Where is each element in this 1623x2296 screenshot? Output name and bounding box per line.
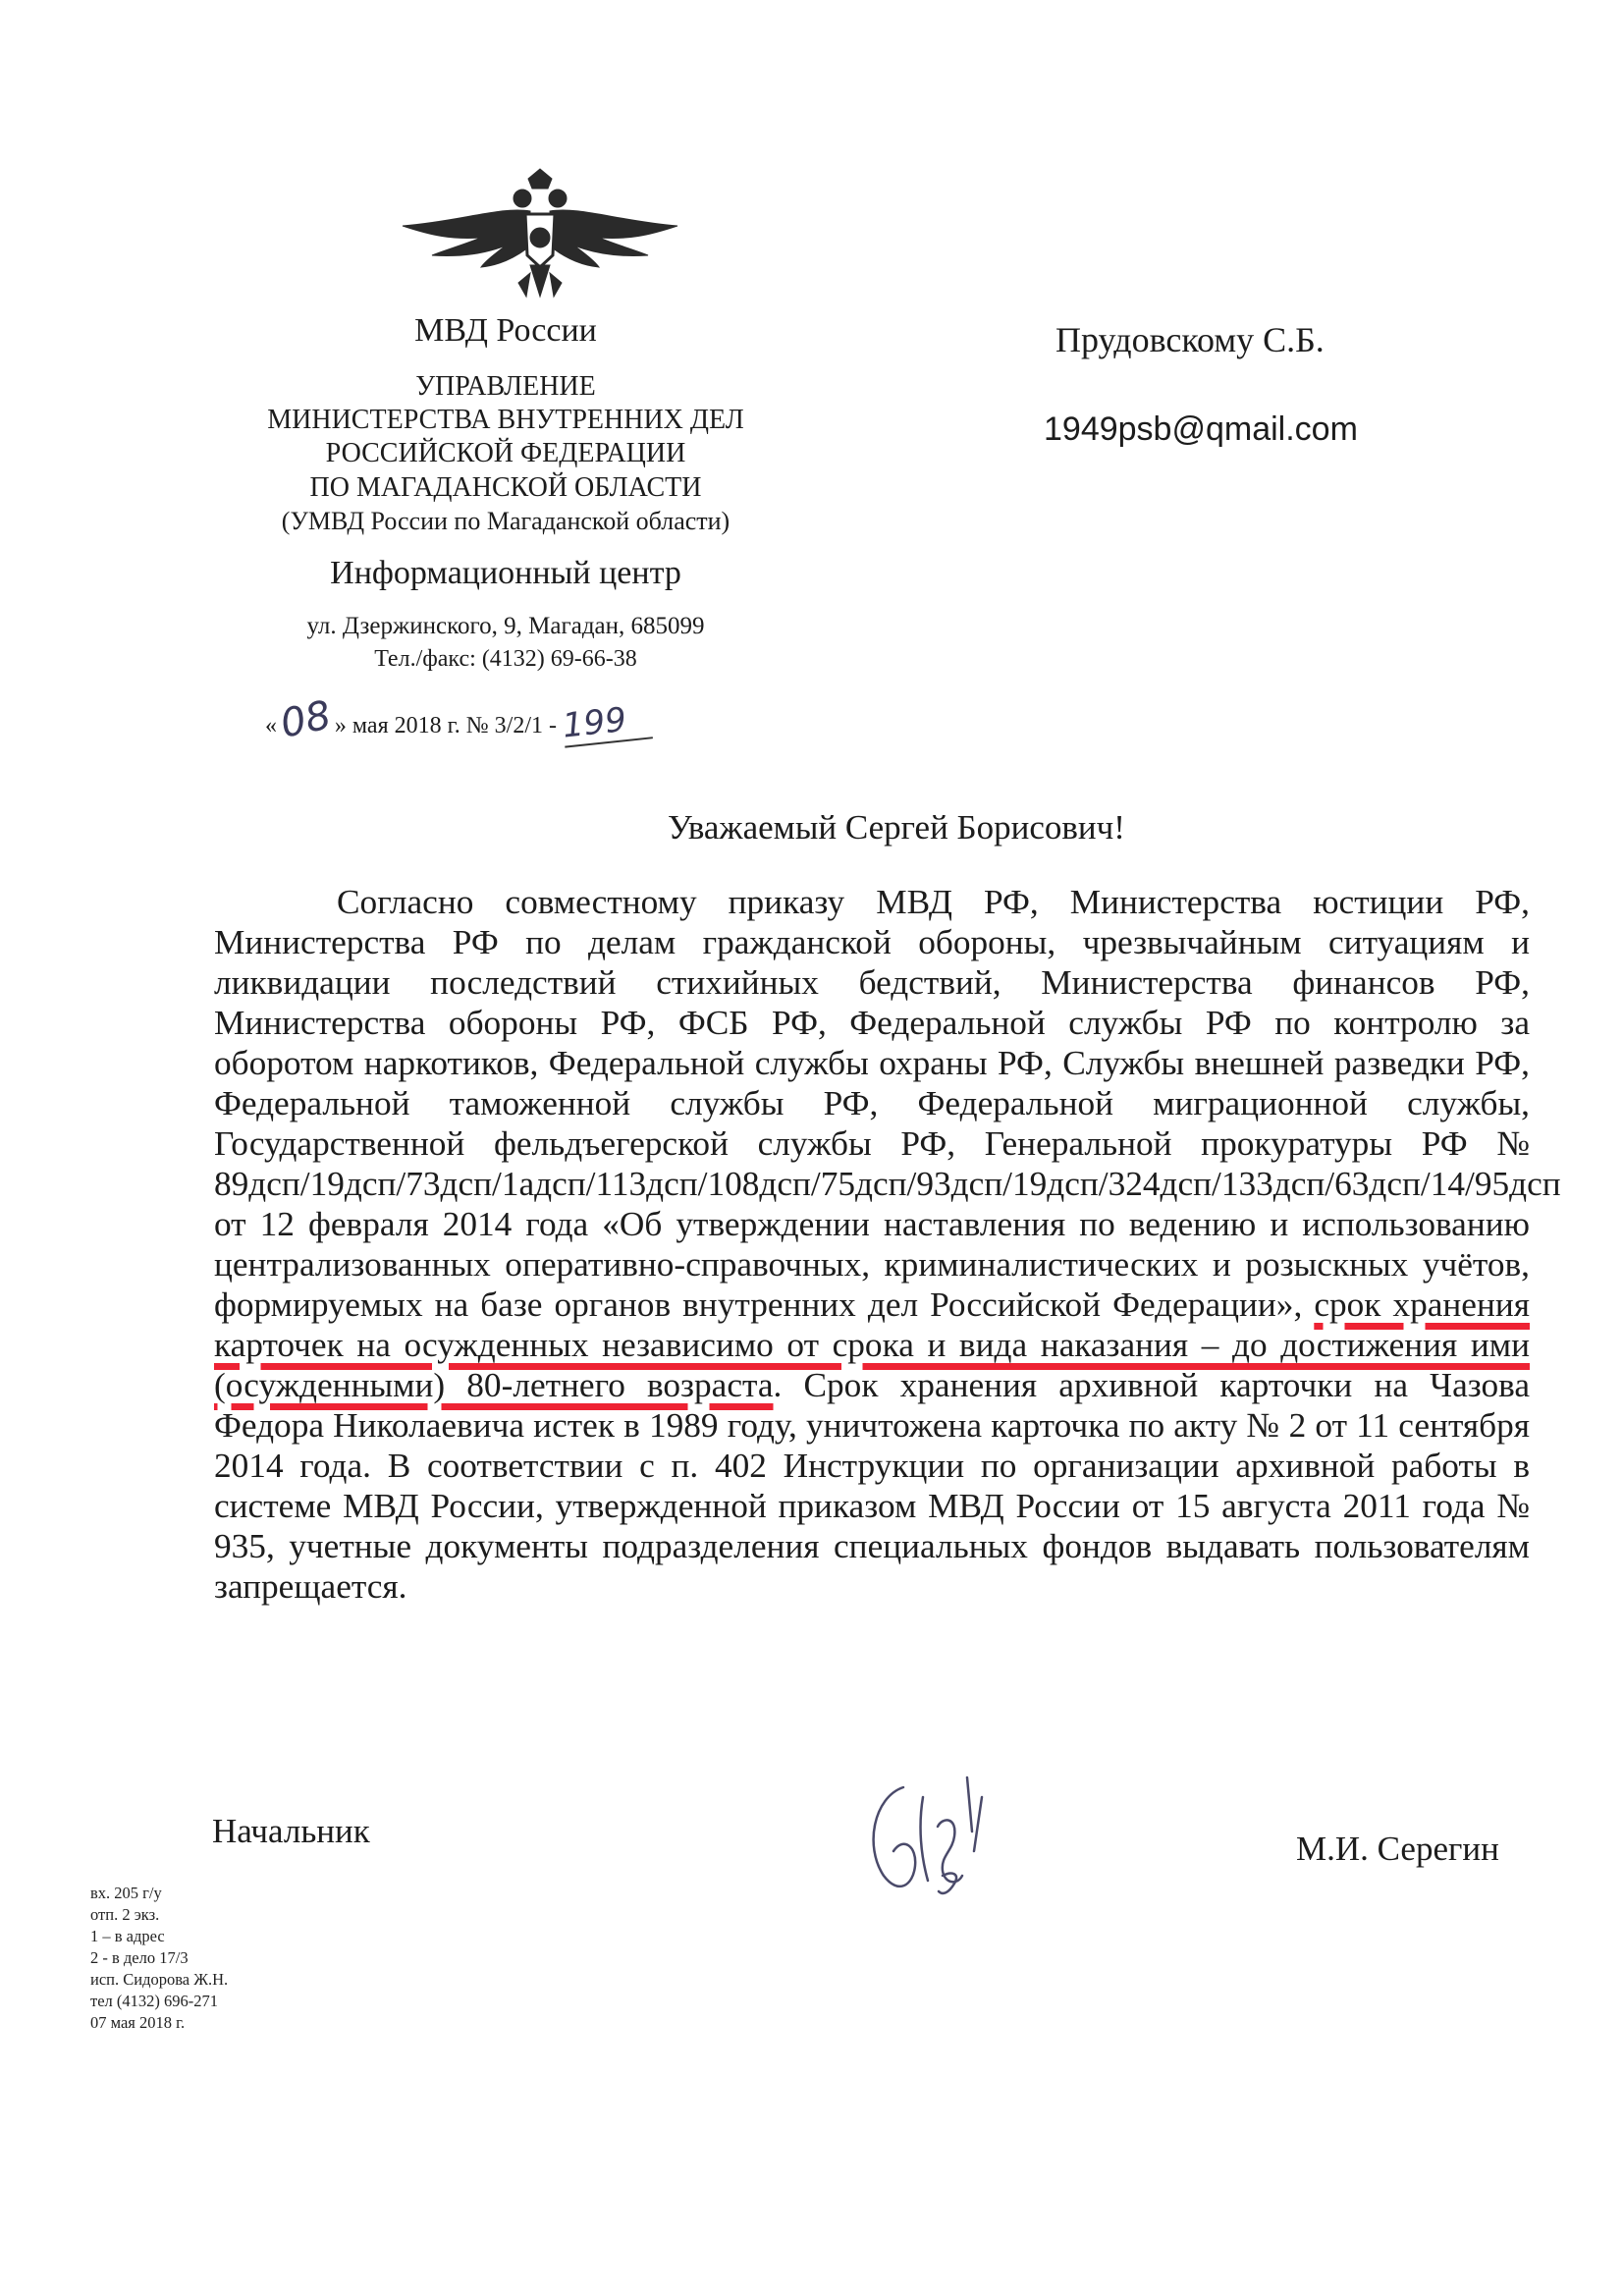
org-line-2: МИНИСТЕРСТВА ВНУТРЕННИХ ДЕЛ [267,405,744,435]
body-part-2: . Срок хранения архивной карточки на Чазова Федора Николаевича истек в 1989 году, уничтожена карточка по акту № 2 от 11 сентября 2014 года. В соответствии с п. 402 Инструкции по организации архивной работы в системе МВД России, утвержденной приказом МВД России от 15 августа 2011 года № 935, учетные документы подразделения специальных фондов выдавать пользователям запрещается. [214,1366,1530,1606]
doc-number-prefix: № 3/2/1 - [465,713,557,738]
executor-note-line: 07 мая 2018 г. [90,2013,186,2032]
date-day-handwritten: 08 [276,692,336,747]
date-close-quote: » [334,713,347,738]
letter-body [214,882,1561,1607]
org-line-1: УПРАВЛЕНИЕ [415,371,596,402]
department-name: Информационный центр [330,555,681,591]
sender-address: ул. Дзержинского, 9, Магадан, 685099 [306,613,705,639]
recipient-email: 1949psb@qmail.com [1044,410,1358,448]
ministry-title: МВД России [414,312,597,349]
org-line-5: (УМВД России по Магаданской области) [281,507,730,535]
executor-note-line: отп. 2 экз. [90,1905,160,1924]
executor-notes [90,1883,228,2034]
executor-note-line: 2 - в дело 17/3 [90,1948,189,1967]
body-part-1: Согласно совместному приказу МВД РФ, Министерства юстиции РФ, Министерства РФ по делам гражданской обороны, чрезвычайным ситуациям и ликвидации последствий стихийных бедствий, Министерства финансов РФ, Министерства обороны РФ, ФСБ РФ, Федеральной службы РФ по контролю за оборотом наркотиков, Федеральной службы охраны РФ, Службы внешней разведки РФ, Федеральной таможенной службы РФ, Федеральной миграционной службы, Государственной фельдъегерской службы РФ, Генеральной прокуратуры РФ № 89дсп/19дсп/73дсп/1адсп/113дсп/108дсп/75дсп/93дсп/19дсп/324дсп/133дсп/63дсп/14/95дсп от 12 февраля 2014 года «Об утверждении наставления по ведению и использованию централизованных оперативно-справочных, криминалистических и розыскных учётов, формируемых на базе органов внутренних дел Российской Федерации», [214,883,1561,1324]
date-month-year: мая 2018 г. [352,713,460,738]
mvd-eagle-emblem-icon [393,167,687,314]
executor-note-line: исп. Сидорова Ж.Н. [90,1970,229,1989]
org-line-3: РОССИЙСКОЙ ФЕДЕРАЦИИ [325,438,686,468]
signer-title: Начальник [212,1812,370,1850]
doc-number-handwritten: 199 [561,697,653,747]
executor-note-line: тел (4132) 696-271 [90,1992,219,2010]
executor-note-line: вх. 205 г/у [90,1884,162,1902]
handwritten-signature-icon [844,1758,1021,1925]
date-number-line [265,692,651,747]
salutation: Уважаемый Сергей Борисович! [668,808,1125,847]
recipient-name: Прудовскому С.Б. [1055,320,1325,359]
signer-name: М.И. Серегин [1296,1830,1499,1868]
sender-phone: Тел./факс: (4132) 69-66-38 [374,646,637,672]
executor-note-line: 1 – в адрес [90,1927,165,1945]
date-open-quote: « [265,713,277,738]
body-highlighted-passage: срок хранения карточек на осужденных независимо от срока и вида наказания – до достижения ими (осужденными) 80-летнего возраста [214,1285,1530,1404]
org-line-4: ПО МАГАДАНСКОЙ ОБЛАСТИ [309,472,702,503]
